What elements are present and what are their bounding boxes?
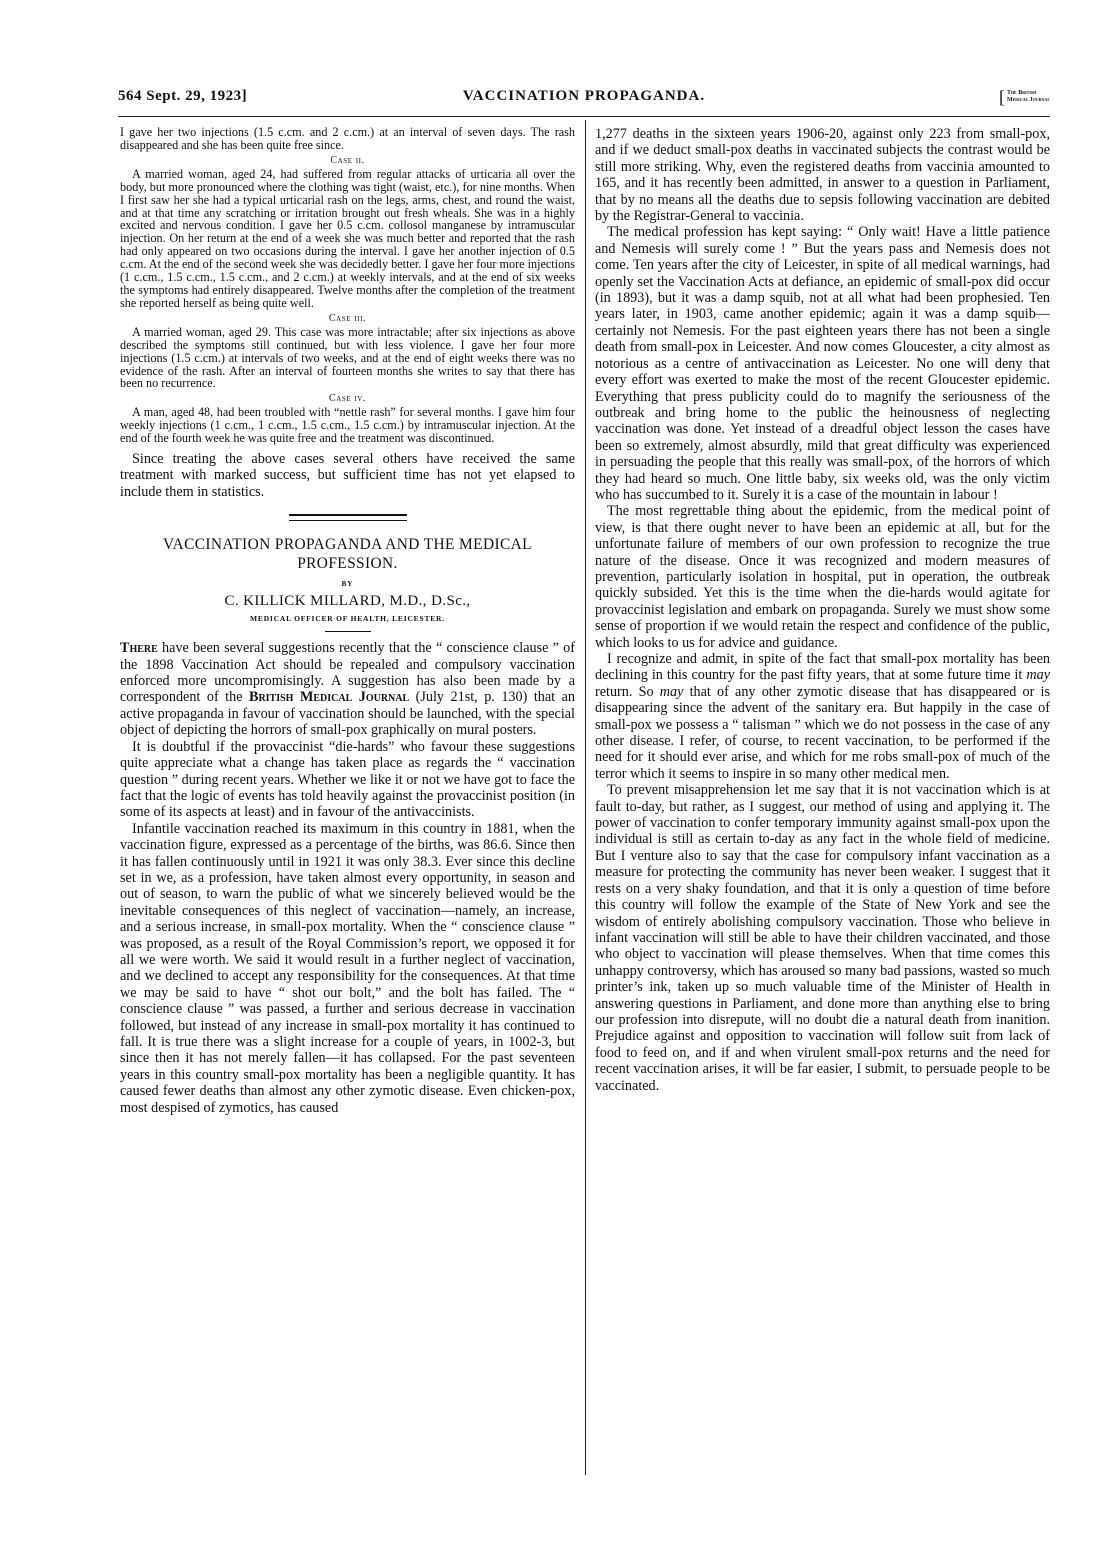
header-rule (118, 116, 1050, 117)
case-2-text: A married woman, aged 24, had suffered from regular attacks of urticaria all over the body, but more pronounced where the clothing was tight (waist, etc.), for nine months. When I first saw her she had a typical urticarial rash on the legs, arms, chest, and round the waist, and at that time any scratching or irritation brought out fresh wheals. She was in a highly excited and nervous condition. I gave her 0.5 c.cm. collosol manganese by intramuscular injection. On her return at the end of a week she was much better and reported that the rash had only appeared on two occasions during the interval. I gave her another injection of 0.5 c.cm. At the end of the second week she was decidedly better. I gave her four more injections (1 c.cm., 1.5 c.cm., 1.5 c.cm., and 2 c.cm.) at weekly intervals, and at the end of six weeks the symptoms had entirely disappeared. Twelve months after the completion of the treatment she reported herself as being quite well. (120, 166, 575, 310)
paragraph-7-text-c: that of any other zymotic disease that has disappeared or is disappearing since the advent of the sanitary era. But happily in the case of small-pox we possess a “ talisman ” which we do not possess in the case of any other disease. I refer, of course, to recent vaccination, to be performed if the need for it should ever arise, and which for me robs small-pox of much of the terror which it seems to inspire in so many other medical men. (595, 683, 1050, 782)
running-head (118, 88, 1050, 114)
closing-paragraph: Since treating the above cases several others have received the same treatment with marked success, but sufficient time has not yet elapsed to include them in statistics. (120, 451, 575, 500)
case-3-heading: Case iii. (328, 312, 367, 324)
emphasis-may-2: may (659, 683, 684, 700)
byline-by: BY (341, 580, 354, 589)
article-paragraph-3: Infantile vaccination reached its maximum in this country in 1881, when the vaccination figure, expressed as a percentage of the births, was 86.6. Since then it has fallen continuously until in 1921 it was only 38.3. Ever since this decline set in we, as a profession, have taken almost every opportunity, in season and out of season, to warn the public of what we sincerely believed would be the inevitable consequences of this neglect of vaccination—namely, an increase, and a serious increase, in small-pox mortality. When the “ conscience clause ” was proposed, as a result of the Royal Commission’s report, we opposed it for all we were worth. We said it would result in a further neglect of vaccination, and we declined to accept any responsibility for the consequences. At that time we may be said to have “ shot our bolt,” and the bolt has failed. The “ conscience clause ” was passed, a further and serious decrease in vaccination followed, but instead of any increase in small-pox mortality it has continued to fall. It is true there was a slight increase for a couple of years, in 1002-3, but since then it has not merely fallen—it has collapsed. For the past seventeen years in this country small-pox mortality has been a negligible quantity. It has caused fewer deaths than almost any other zymotic disease. Even chicken-pox, most despised of zymotics, has caused (120, 820, 575, 1116)
journal-reference: British Medical Journal (248, 689, 410, 706)
right-column (595, 126, 1050, 1094)
paragraph-7-text-a: I recognize and admit, in spite of the fact that small-pox mortality has been declining in this country for the past fifty years, that at some future time it (595, 651, 1050, 684)
article-title: VACCINATION PROPAGANDA AND THE MEDICAL PROFESSION. (163, 536, 532, 573)
emphasis-may-1: may (1026, 667, 1050, 684)
article-author: C. KILLICK MILLARD, M.D., D.Sc., (224, 593, 471, 610)
paragraph-7-text-b: return. So (595, 683, 660, 700)
journal-name (998, 87, 1050, 107)
article-paragraph-7 (595, 651, 1050, 782)
journal-name-line1: The British (1006, 90, 1037, 96)
case-4-text: A man, aged 48, had been troubled with “nettle rash” for several months. I gave him four weekly injections (1 c.cm., 1 c.cm., 1.5 c.cm., 1.5 c.cm.) by intramuscular injection. At the end of the fourth week he was quite free and the treatment was discontinued. (120, 405, 575, 446)
case-4-heading: Case iv. (328, 393, 367, 405)
article-paragraph-2: It is doubtful if the provaccinist “die-hards” who favour these suggestions quite appreciate what a change has taken place as regards the “ vaccination question ” during recent years. Whether we like it or not we have got to face the fact that the logic of events has told heavily against the provaccinist position (in some of its aspects at least) and in favour of the antivaccinists. (120, 738, 575, 821)
article-paragraph-1 (120, 640, 575, 738)
column-divider (585, 120, 586, 1475)
article-paragraph-5: The medical profession has kept saying: “ Only wait! Have a little patience and Nemesis will surely come ! ” But the years pass and Nemesis does not come. Ten years after the city of Leicester, in spite of all medical warnings, had openly set the Vaccination Acts at defiance, an epidemic of small-pox did occur (in 1893), but it was a damp squib, not at all what had been prophesied. Ten years later, in 1903, came another epidemic; again it was a damp squib—certainly not Nemesis. For the past eighteen years there has not been a single death from small-pox in Leicester. And now comes Gloucester, a city almost as notorious as a centre of antivaccination as Leicester. No one will deny that every effort was exerted to make the most of the recent Gloucester epidemic. Everything that press publicity could do to magnify the seriousness of the outbreak and bring home to the public the heinousness of neglecting vaccination was done. Yet instead of a dreadful object lesson the cases have been so extremely, almost absurdly, mild that great difficulty was experienced in persuading the people that this really was small-pox, of the horrors of which they had heard so much. One little baby, six weeks old, was the only victim who has succumbed to it. Surely it is a case of the mountain in labour ! (595, 224, 1050, 503)
brace-glyph: [ (998, 87, 1005, 107)
title-rule (325, 631, 371, 632)
author-affiliation: MEDICAL OFFICER OF HEALTH, LEICESTER. (250, 614, 445, 624)
case-2-heading: Case ii. (330, 154, 365, 166)
article-paragraph-8: To prevent misapprehension let me say that it is not vaccination which is at fault to-day, but rather, as I suggest, our method of using and applying it. The power of vaccination to confer temporary immunity against small-pox upon the individual is still as certain to-day as any fact in the whole field of medicine. But I venture also to say that the case for compulsory infant vaccination as a measure for protecting the community has never been weaker. I suggest that it rests on a very shaky foundation, and that it is only a question of time before this country will follow the example of the State of New York and see the wisdom of entirely abolishing compulsory vaccination. Those who believe in infant vaccination will still be able to have their children vaccinated, and those who object to vaccination will please themselves. When that time comes this unhappy controversy, which has aroused so many bad passions, wasted so much printer’s ink, taken up so much valuable time of the Minister of Health in answering questions in Parliament, and done more than anything else to bring our profession into disrepute, will no doubt die a natural death from inanition. Prejudice against and opposition to vaccination will follow suit from lack of food to feed on, and if and when virulent small-pox returns and the need for recent vaccination arises, it will be far easier, I submit, to persuade people to be vaccinated. (595, 782, 1050, 1094)
running-title: VACCINATION PROPAGANDA. (462, 88, 706, 104)
journal-name-line2: Medical Journal (1006, 97, 1050, 103)
section-separator (289, 514, 407, 521)
paragraph-1-text-a: have been several suggestions recently that the “ conscience clause ” of the 1898 Vaccination Act should be repealed and compulsory vaccination enforced more uncompromisingly. A suggestion has also been made by a correspondent of the (120, 640, 575, 706)
article-paragraph-4: 1,277 deaths in the sixteen years 1906-20, against only 223 from small-pox, and if we deduct small-pox deaths in vaccinated subjects the contrast would be still more striking. Why, even the registered deaths from vaccinia amounted to 165, and it has recently been admitted, in answer to a question in Parliament, that by no means all the deaths due to sepsis following vaccination are debited by the Registrar-General to vaccinia. (595, 126, 1050, 225)
page-number-date: 564 Sept. 29, 1923] (118, 88, 248, 104)
lead-word: There (120, 640, 158, 657)
paragraph-1-text-b: (July 21st, p. 130) that an active propaganda in favour of vaccination should be launched, with the special object of depicting the horrors of small-pox graphically on mural posters. (120, 689, 575, 739)
case-1-conclusion: I gave her two injections (1.5 c.cm. and 2 c.cm.) at an interval of seven days. The rash disappeared and she has been quite free since. (120, 125, 575, 152)
article-paragraph-6: The most regrettable thing about the epidemic, from the medical point of view, is that there ought never to have been an epidemic at all, but for the unfortunate failure of members of our own profession to recognize the true nature of the disease. Once it was recognized and modern measures of prevention, particularly isolation in hospital, put in operation, the outbreak quickly subsided. Yet this is the time when the die-hards would agitate for provaccinist legislation and embark on propaganda. Surely we must show some sense of proportion if we would retain the respect and confidence of the public, which looks to us for advice and guidance. (595, 503, 1050, 651)
case-3-text: A married woman, aged 29. This case was more intractable; after six injections as above described the symptoms still continued, but with less violence. I gave her four more injections (1.5 c.cm.) at intervals of two weeks, and at the end of eight weeks there was no evidence of the rash. After an interval of fourteen months she writes to say that there has been no recurrence. (120, 324, 575, 391)
left-column (120, 126, 575, 1116)
